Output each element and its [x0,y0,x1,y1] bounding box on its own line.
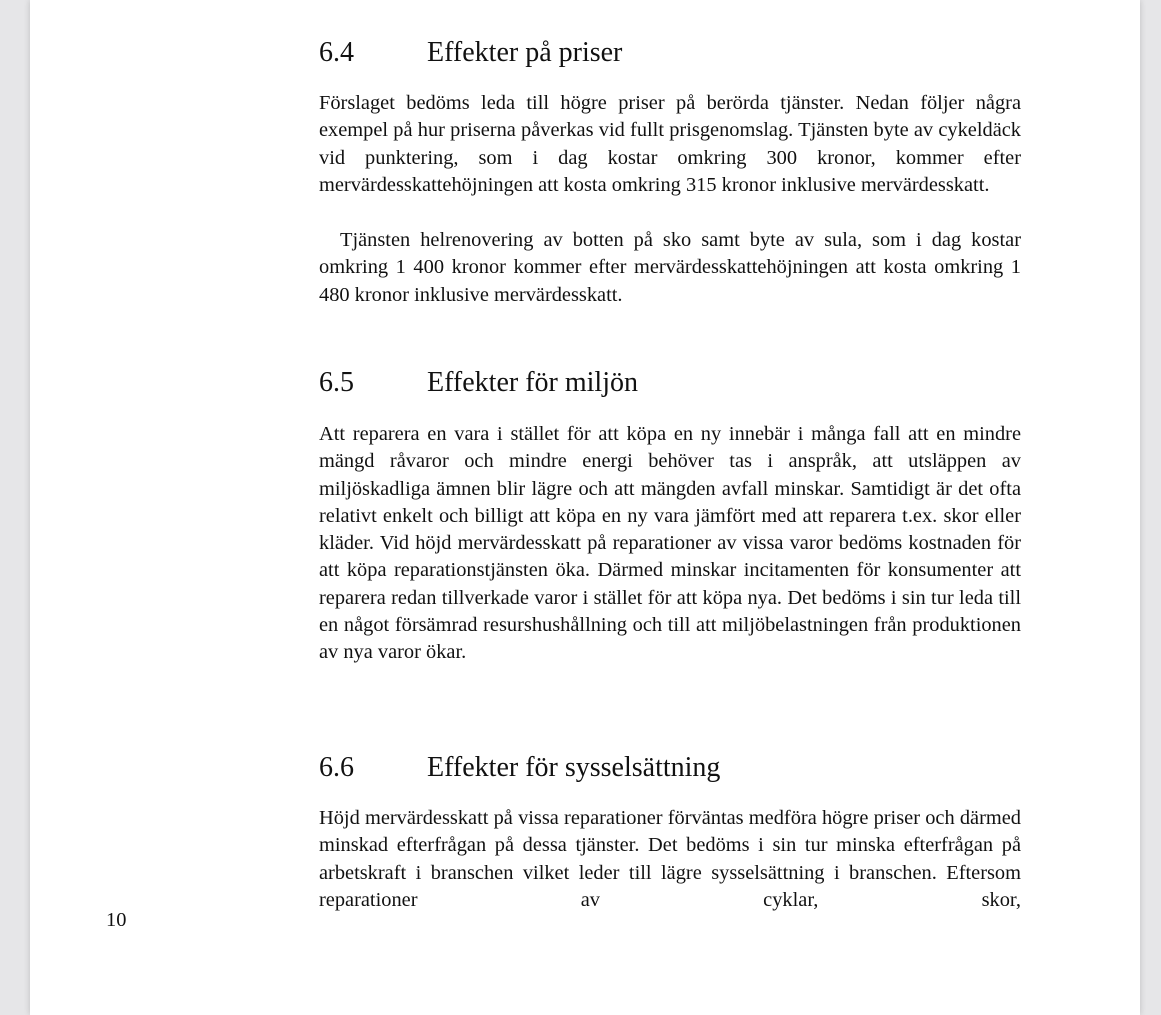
paragraph: Tjänsten helrenovering av botten på sko samt byte av sula, som i dag kostar omkring 1 400 kronor kommer efter mervärdesskattehöjningen att kosta omkring 1 480 kronor inklusive mervärdesskatt. [319,229,1021,306]
document-page[interactable] [30,0,1140,1015]
section-heading-6-4 [319,36,1021,70]
paragraph: Att reparera en vara i stället för att köpa en ny innebär i många fall att en mindre mängd råvaror och mindre energi behöver tas i anspråk, att utsläppen av miljöskadliga ämnen blir lägre och att mängden avfall minskar. Samtidigt är det ofta relativt enkelt och billigt att köpa en ny vara jämfört med att reparera t.ex. skor eller kläder. Vid höjd mervärdesskatt på reparationer av vissa varor bedöms kostnaden för att köpa reparationstjänsten öka. Därmed minskar incitamenten för konsumenter att reparera redan tillverkade varor i stället för att köpa nya. Det bedöms i sin tur leda till en något försämrad resurshushållning och till att miljöbelastningen från produktionen av nya varor ökar. [319,423,1021,664]
section-number: 6.5 [319,367,354,398]
section-heading-6-6 [319,751,1021,785]
section-number: 6.4 [319,37,354,68]
paragraph: Förslaget bedöms leda till högre priser på berörda tjänster. Nedan följer några exempel på hur priserna påverkas vid fullt prisgenomslag. Tjänsten byte av cykeldäck vid punktering, som i dag kostar omkring 300 kronor, kommer efter mervärdesskattehöjningen att kosta omkring 315 kronor inklusive mervärdesskatt. [319,92,1021,196]
section-title: Effekter för sysselsättning [427,752,721,783]
section-number: 6.6 [319,752,354,783]
paragraph: Höjd mervärdesskatt på vissa reparationer förväntas medföra högre priser och därmed minskad efterfrågan på dessa tjänster. Det bedöms i sin tur minska efterfrågan på arbetskraft i branschen vilket leder till lägre sysselsättning i branschen. Eftersom reparationer av cyklar, skor, [319,807,1021,911]
section-title: Effekter för miljön [427,367,638,398]
section-title: Effekter på priser [427,37,623,68]
page-number: 10 [106,909,127,931]
section-heading-6-5 [319,366,1021,400]
